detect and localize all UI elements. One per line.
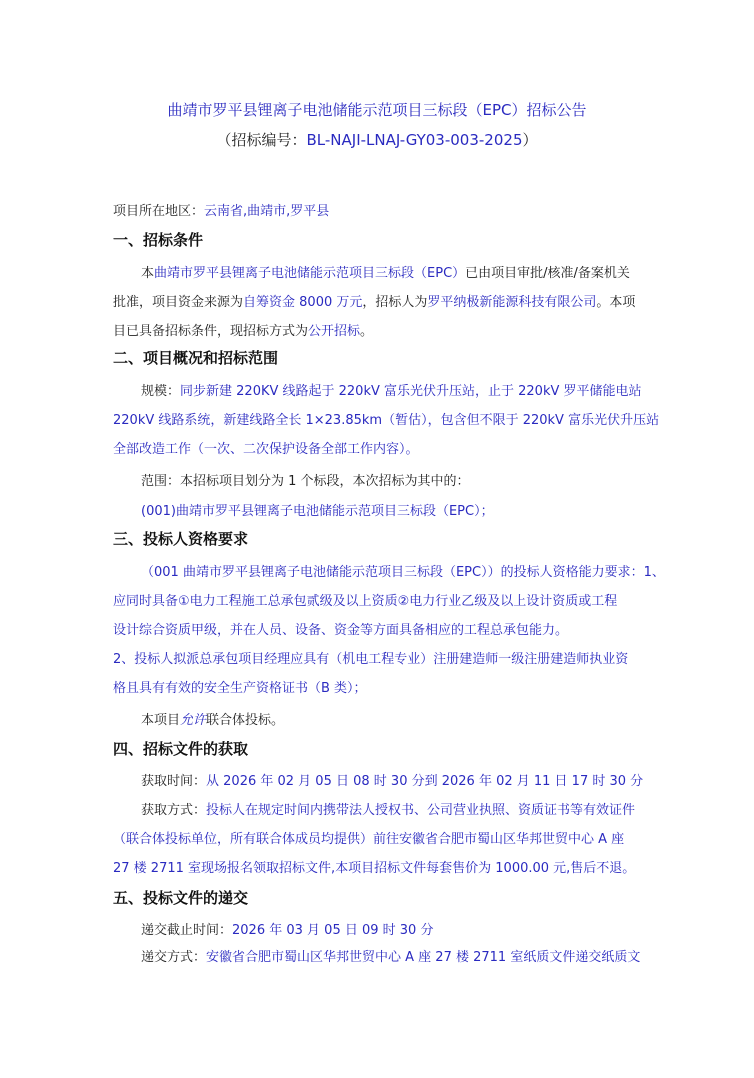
section-2-lot: (001)曲靖市罗平县锂离子电池储能示范项目三标段（EPC）；	[141, 504, 494, 519]
section-3-line: 2、投标人拟派总承包项目经理应具有（机电工程专业）注册建造师一级注册建造师执业资	[113, 652, 629, 667]
project-region: 项目所在地区：云南省,曲靖市,罗平县	[113, 204, 330, 219]
acquisition-method-line: （联合体投标单位，所有联合体成员均提供）前往安徽省合肥市蜀山区华邦世贸中心 A 座	[113, 832, 625, 847]
section-5-heading: 五、投标文件的递交	[113, 889, 249, 907]
section-3-line: 应同时具备①电力工程施工总承包贰级及以上资质②电力行业乙级及以上设计资质或工程	[113, 594, 618, 609]
section-2-range: 范围：本招标项目划分为 1 个标段，本次招标为其中的：	[141, 474, 470, 489]
section-1-line: 目已具备招标条件，现招标方式为公开招标。	[113, 324, 374, 339]
section-4-heading: 四、招标文件的获取	[113, 740, 249, 758]
section-2-line: 全部改造工作（一次、二次保护设备全部工作内容）。	[113, 442, 419, 457]
section-2-heading: 二、项目概况和招标范围	[113, 349, 279, 367]
document-title: 曲靖市罗平县锂离子电池储能示范项目三标段（EPC）招标公告	[167, 101, 587, 119]
section-3-heading: 三、投标人资格要求	[113, 530, 249, 548]
submission-method: 递交方式：安徽省合肥市蜀山区华邦世贸中心 A 座 27 楼 2711 室纸质文件递交纸质文	[141, 950, 641, 965]
section-3-line: 设计综合资质甲级，并在人员、设备、资金等方面具备相应的工程总承包能力。	[113, 623, 569, 638]
section-1-line: 批准，项目资金来源为自筹资金 8000 万元，招标人为罗平纳极新能源科技有限公司。本项	[113, 295, 636, 310]
acquisition-time: 获取时间：从 2026 年 02 月 05 日 08 时 30 分到 2026 年 02 月 11 日 17 时 30 分	[141, 774, 644, 789]
section-2-line: 220kV 线路系统，新建线路全长 1×23.85km（暂估），包含但不限于 220kV 富乐光伏升压站	[113, 413, 660, 428]
acquisition-method: 获取方式：投标人在规定时间内携带法人授权书、公司营业执照、资质证书等有效证件	[141, 803, 636, 818]
submission-deadline: 递交截止时间：2026 年 03 月 05 日 09 时 30 分	[141, 923, 434, 938]
tender-number: （招标编号：BL-NAJI-LNAJ-GY03-003-2025）	[216, 131, 538, 149]
tender-code: BL-NAJI-LNAJ-GY03-003-2025	[306, 131, 523, 149]
consortium-statement: 本项目允许联合体投标。	[141, 713, 285, 728]
acquisition-method-line: 27 楼 2711 室现场报名领取招标文件,本项目招标文件每套售价为 1000.00 元,售后不退。	[113, 861, 636, 876]
section-1-heading: 一、招标条件	[113, 231, 204, 249]
section-3-line: （001 曲靖市罗平县锂离子电池储能示范项目三标段（EPC））的投标人资格能力要求：1、	[141, 565, 665, 580]
section-3-line: 格且具有有效的安全生产资格证书（B 类）；	[113, 681, 367, 696]
section-1-line: 本曲靖市罗平县锂离子电池储能示范项目三标段（EPC）已由项目审批/核准/备案机关	[141, 266, 630, 281]
section-2-line: 规模：同步新建 220KV 线路起于 220kV 富乐光伏升压站，止于 220kV 罗平储能电站	[141, 384, 642, 399]
